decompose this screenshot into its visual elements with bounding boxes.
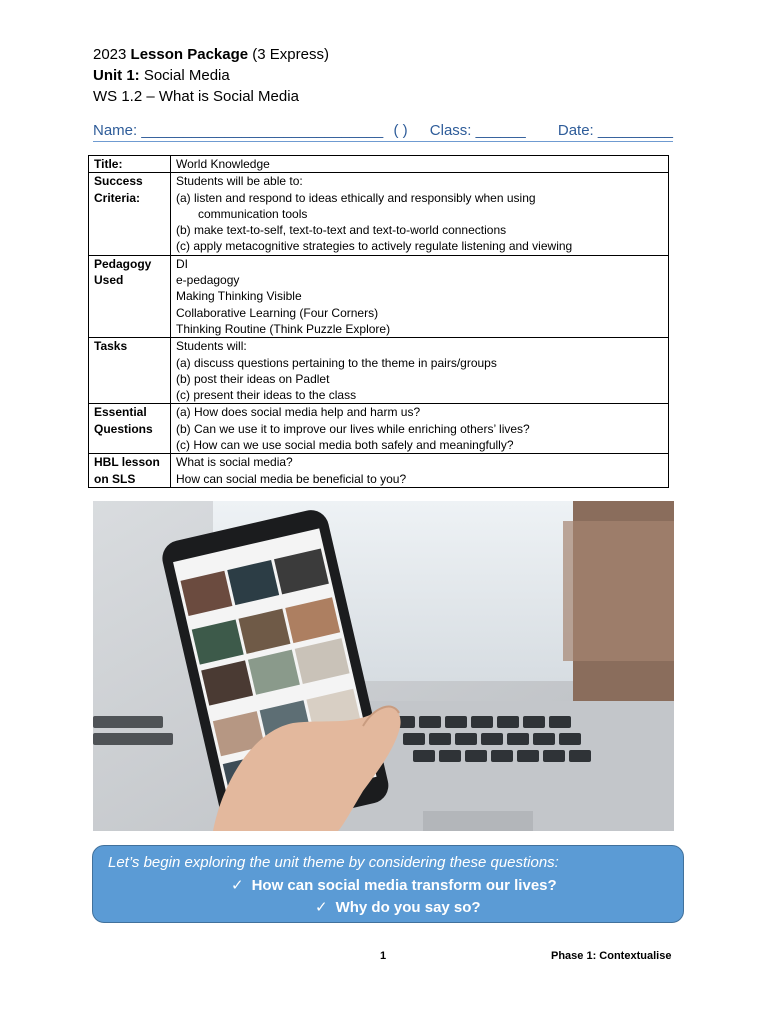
prompt-question: ✓ How can social media transform our lives?: [231, 877, 557, 894]
lesson-overview-table: [88, 155, 669, 488]
class-field[interactable]: Class: ______: [429, 122, 526, 139]
row-label: Pedagogy Used: [89, 255, 171, 337]
package-line: 2023 Lesson Package (3 Express): [93, 46, 329, 63]
page-number: 1: [380, 950, 387, 962]
table-row-title: [89, 156, 669, 173]
row-label: Title:: [89, 156, 171, 173]
index-field[interactable]: ( ): [393, 122, 408, 139]
document-header: [93, 44, 329, 107]
row-label: Essential Questions: [89, 404, 171, 454]
worksheet-title: WS 1.2 – What is Social Media: [93, 88, 299, 105]
row-value: DI e-pedagogy Making Thinking Visible Collaborative Learning (Four Corners) Thinking Routine (Think Puzzle Explore): [171, 255, 669, 337]
check-icon: ✓: [315, 899, 328, 916]
discussion-prompt-box: [92, 845, 684, 923]
table-row-essential-questions: [89, 404, 669, 454]
smartphone-social-media-photo: [93, 501, 674, 831]
row-value: (a) How does social media help and harm us? (b) Can we use it to improve our lives while enriching others’ lives? (c) How can we use social media both safely and meaningfully?: [171, 404, 669, 454]
row-value: What is social media? How can social media be beneficial to you?: [171, 454, 669, 488]
date-field[interactable]: Date: _________: [557, 122, 673, 139]
check-icon: ✓: [231, 877, 244, 894]
row-value: Students will be able to: (a) listen and respond to ideas ethically and responsibly when using communication tools (b) make text-to-self, text-to-text and text-to-world connections (c) apply metacognitive strategies to actively regulate listening and viewing: [171, 173, 669, 255]
table-row-tasks: [89, 338, 669, 404]
phase-label: Phase 1: Contextualise: [551, 950, 672, 962]
row-label: HBL lesson on SLS: [89, 454, 171, 488]
row-label: Success Criteria:: [89, 173, 171, 255]
row-value: Students will: (a) discuss questions pertaining to the theme in pairs/groups (b) post their ideas on Padlet (c) present their ideas to the class: [171, 338, 669, 404]
table-row-success-criteria: [89, 173, 669, 255]
name-field[interactable]: Name: _____________________________: [93, 122, 384, 139]
table-row-hbl-lesson: [89, 454, 669, 488]
row-label: Tasks: [89, 338, 171, 404]
row-value: World Knowledge: [171, 156, 669, 173]
prompt-intro: Let’s begin exploring the unit theme by considering these questions:: [108, 854, 559, 871]
table-row-pedagogy: [89, 255, 669, 337]
student-details-line: [93, 122, 673, 142]
prompt-question: ✓ Why do you say so?: [315, 899, 481, 916]
unit-line: Unit 1: Social Media: [93, 67, 230, 84]
photo-illustration: [93, 501, 674, 831]
